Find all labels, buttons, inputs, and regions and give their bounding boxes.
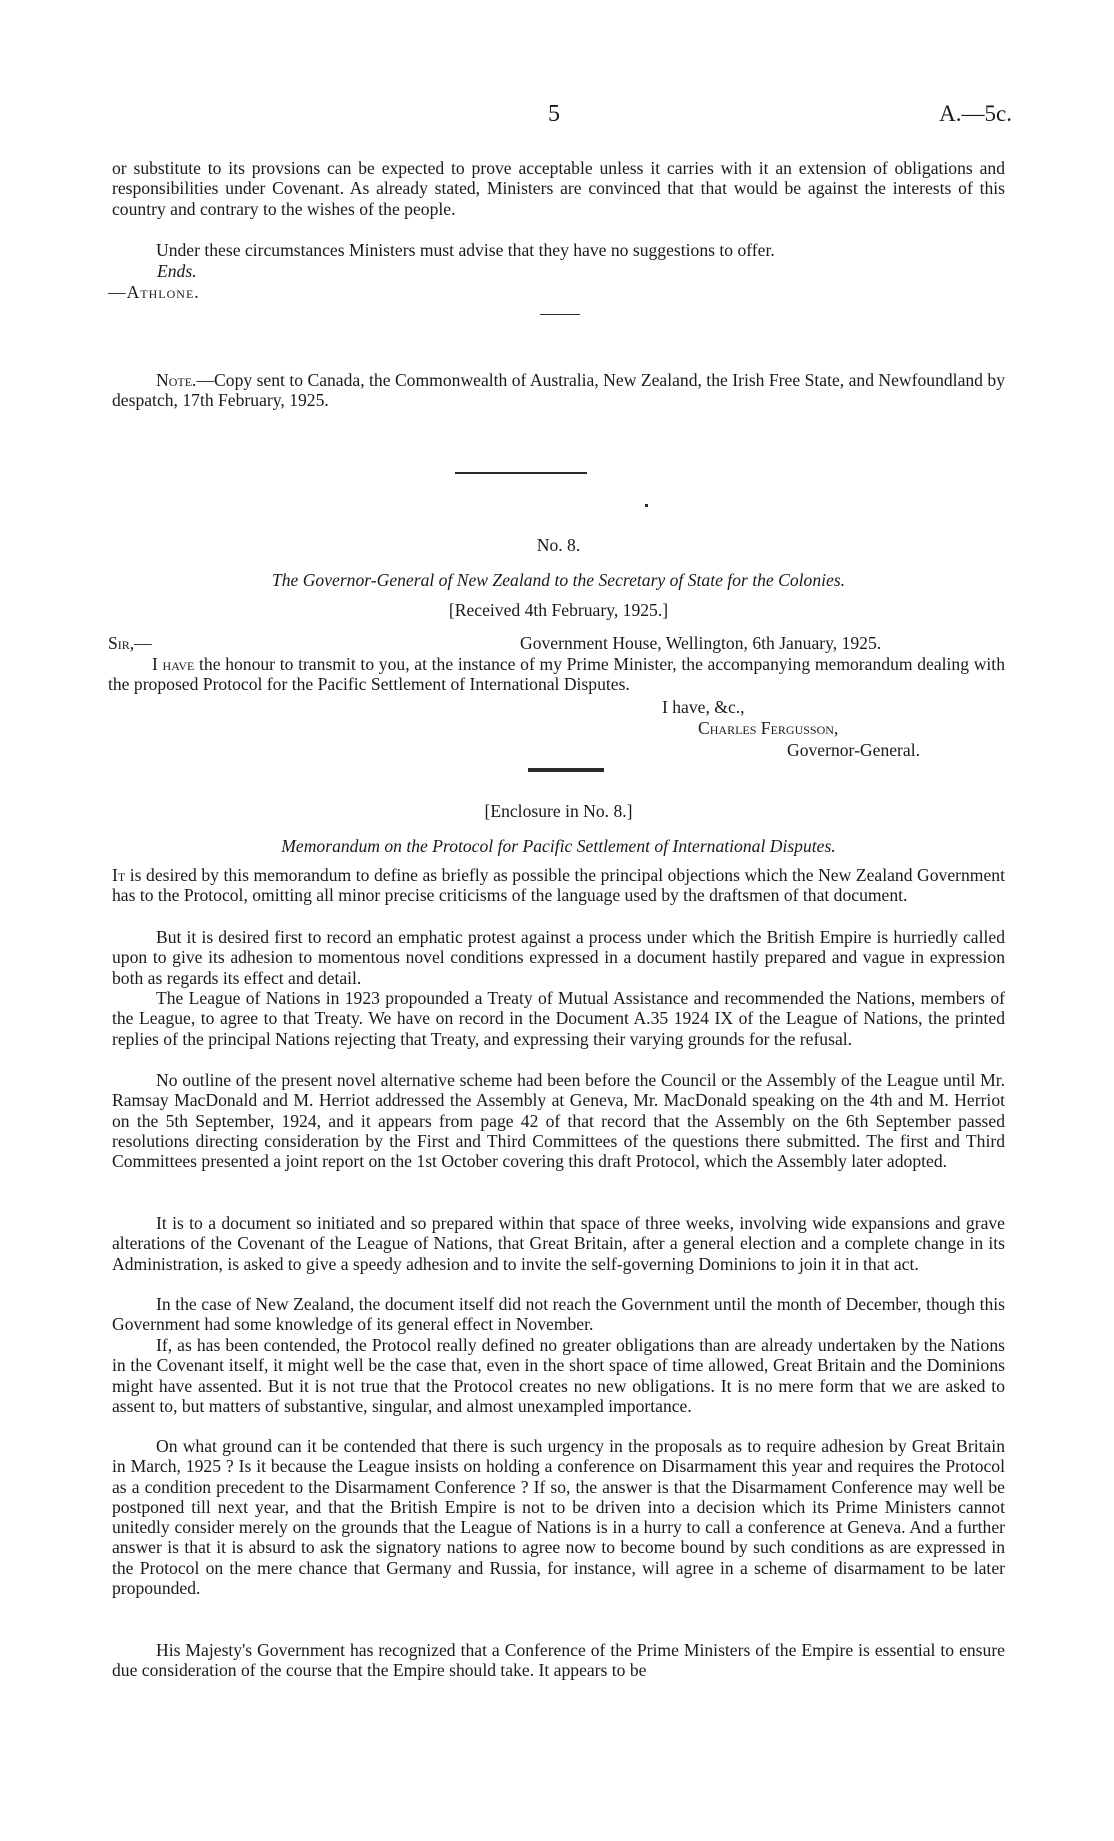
memo-paragraph-5: It is to a document so initiated and so prepared within that space of three weeks, involving wide expansions and grave alterations of the Covenant of the League of Nations, that Great Britain, after a general election and a complete change in its Administration, is asked to give a speedy adhesion and to invite the self-governing Dominions to join it in that act. — [112, 1213, 1005, 1274]
received-date: [Received 4th February, 1925.] — [448, 600, 669, 620]
letter-number: No. 8. — [536, 535, 581, 555]
document-reference: A.—5c. — [939, 101, 1012, 126]
memo-paragraph-3: The League of Nations in 1923 propounded a Treaty of Mutual Assistance and recommended the Nations, members of the League, to agree to that Treaty. We have on record in the Document A.35 1924 IX of the League of Nations, the printed replies of the principal Nations rejecting that Treaty, and expressing their varying grounds for the refusal. — [112, 988, 1005, 1049]
letter-address: Government House, Wellington, 6th January, 1925. — [520, 633, 882, 653]
memo-paragraph-8: On what ground can it be contended that there is such urgency in the proposals as to require adhesion by Great Britain in March, 1925 ? Is it because the League insists on holding a conference on Disarmament this year and requires the Protocol as a condition precedent to the Disarmament Conference ? If so, the answer is that the Disarmament Conference may well be postponed till next year, and that the British Empire is not to be driven into a decision which its Prime Ministers cannot unitedly consider merely on the grounds that the League of Nations is in a hurry to call a conference at Geneva. And a further answer is that it is absurd to ask the signatory nations to agree now to become bound by such conditions as are expressed in the Protocol on the mere chance that Germany and Russia, for instance, will agree in a scheme of disarmament to be later propounded. — [112, 1436, 1005, 1599]
letter-body-lead: I have — [152, 654, 195, 674]
ends-marker: Ends. — [157, 261, 197, 281]
memo-paragraph-2: But it is desired first to record an emphatic protest against a process under which the British Empire is hurriedly called upon to give its adhesion to momentous novel conditions expressed in a document hastily prepared and vague in expression both as regards its effect and detail. — [112, 927, 1005, 988]
memo-paragraph-6: In the case of New Zealand, the document itself did not reach the Government until the month of December, though this Government had some knowledge of its general effect in November. — [112, 1294, 1005, 1335]
short-divider — [540, 314, 580, 315]
advice-paragraph: Under these circumstances Ministers must advise that they have no suggestions to offer. — [156, 240, 775, 260]
enclosure-heading: [Enclosure in No. 8.] — [484, 801, 633, 821]
memo-paragraph-1 — [112, 865, 1005, 906]
letter-body-text: the honour to transmit to you, at the instance of my Prime Minister, the accompanying memorandum dealing with the proposed Protocol for the Pacific Settlement of International Disputes. — [108, 654, 1005, 695]
bold-divider — [528, 768, 604, 772]
salutation: Sir,— — [108, 633, 152, 653]
memo-paragraph-4: No outline of the present novel alternative scheme had been before the Council or the Assembly of the League until Mr. Ramsay MacDonald and M. Herriot addressed the Assembly at Geneva, Mr. MacDonald speaking on the 4th and M. Herriot on the 5th September, 1924, and it appears from page 42 of that record that the Assembly on the 6th September passed resolutions directing consideration by the First and Third Committees of the questions there submitted. The first and Third Committees presented a joint report on the 1st October covering this draft Protocol, which the Assembly later adopted. — [112, 1070, 1005, 1172]
page-number: 5 — [548, 101, 560, 127]
speck-mark — [645, 504, 648, 507]
memo-paragraph-7: If, as has been contended, the Protocol really defined no greater obligations than are already undertaken by the Nations in the Covenant itself, it might well be the case that, even in the short space of time allowed, Great Britain and the Dominions might have assented. But it is not true that the Protocol creates no new obligations. It is no mere form that we are asked to assent to, but matters of substantive, singular, and almost unexampled importance. — [112, 1335, 1005, 1416]
note-text: —Copy sent to Canada, the Commonwealth of Australia, New Zealand, the Irish Free State, and Newfoundland by despatch, 17th February, 1925. — [112, 370, 1005, 411]
continuation-paragraph: or substitute to its provsions can be expected to prove acceptable unless it carries with it an extension of obligations and responsibilities under Covenant. As already stated, Ministers are convinced that that would be against the interests of this country and contrary to the wishes of the people. — [112, 158, 1005, 219]
letter-body — [108, 654, 1005, 695]
signer-title: Governor-General. — [787, 740, 921, 760]
section-divider — [455, 472, 587, 474]
letter-title: The Governor-General of New Zealand to the Secretary of State for the Colonies. — [271, 570, 846, 590]
note-label: Note. — [156, 370, 197, 390]
signer-name: Charles Fergusson, — [698, 718, 839, 738]
memo-lead-word: It — [112, 865, 126, 885]
letter-closing: I have, &c., — [662, 697, 745, 717]
note-paragraph — [112, 370, 1005, 411]
memo-paragraph-1-text: is desired by this memorandum to define as briefly as possible the principal objections which the New Zealand Government has to the Protocol, omitting all minor precise criticisms of the language used by the draftsmen of that document. — [112, 865, 1005, 906]
memo-paragraph-9: His Majesty's Government has recognized that a Conference of the Prime Ministers of the Empire is essential to ensure due consideration of the course that the Empire should take. It appears to be — [112, 1640, 1005, 1681]
signature-athlone: —Athlone. — [108, 282, 200, 302]
memorandum-title: Memorandum on the Protocol for Pacific Settlement of International Disputes. — [281, 836, 836, 856]
